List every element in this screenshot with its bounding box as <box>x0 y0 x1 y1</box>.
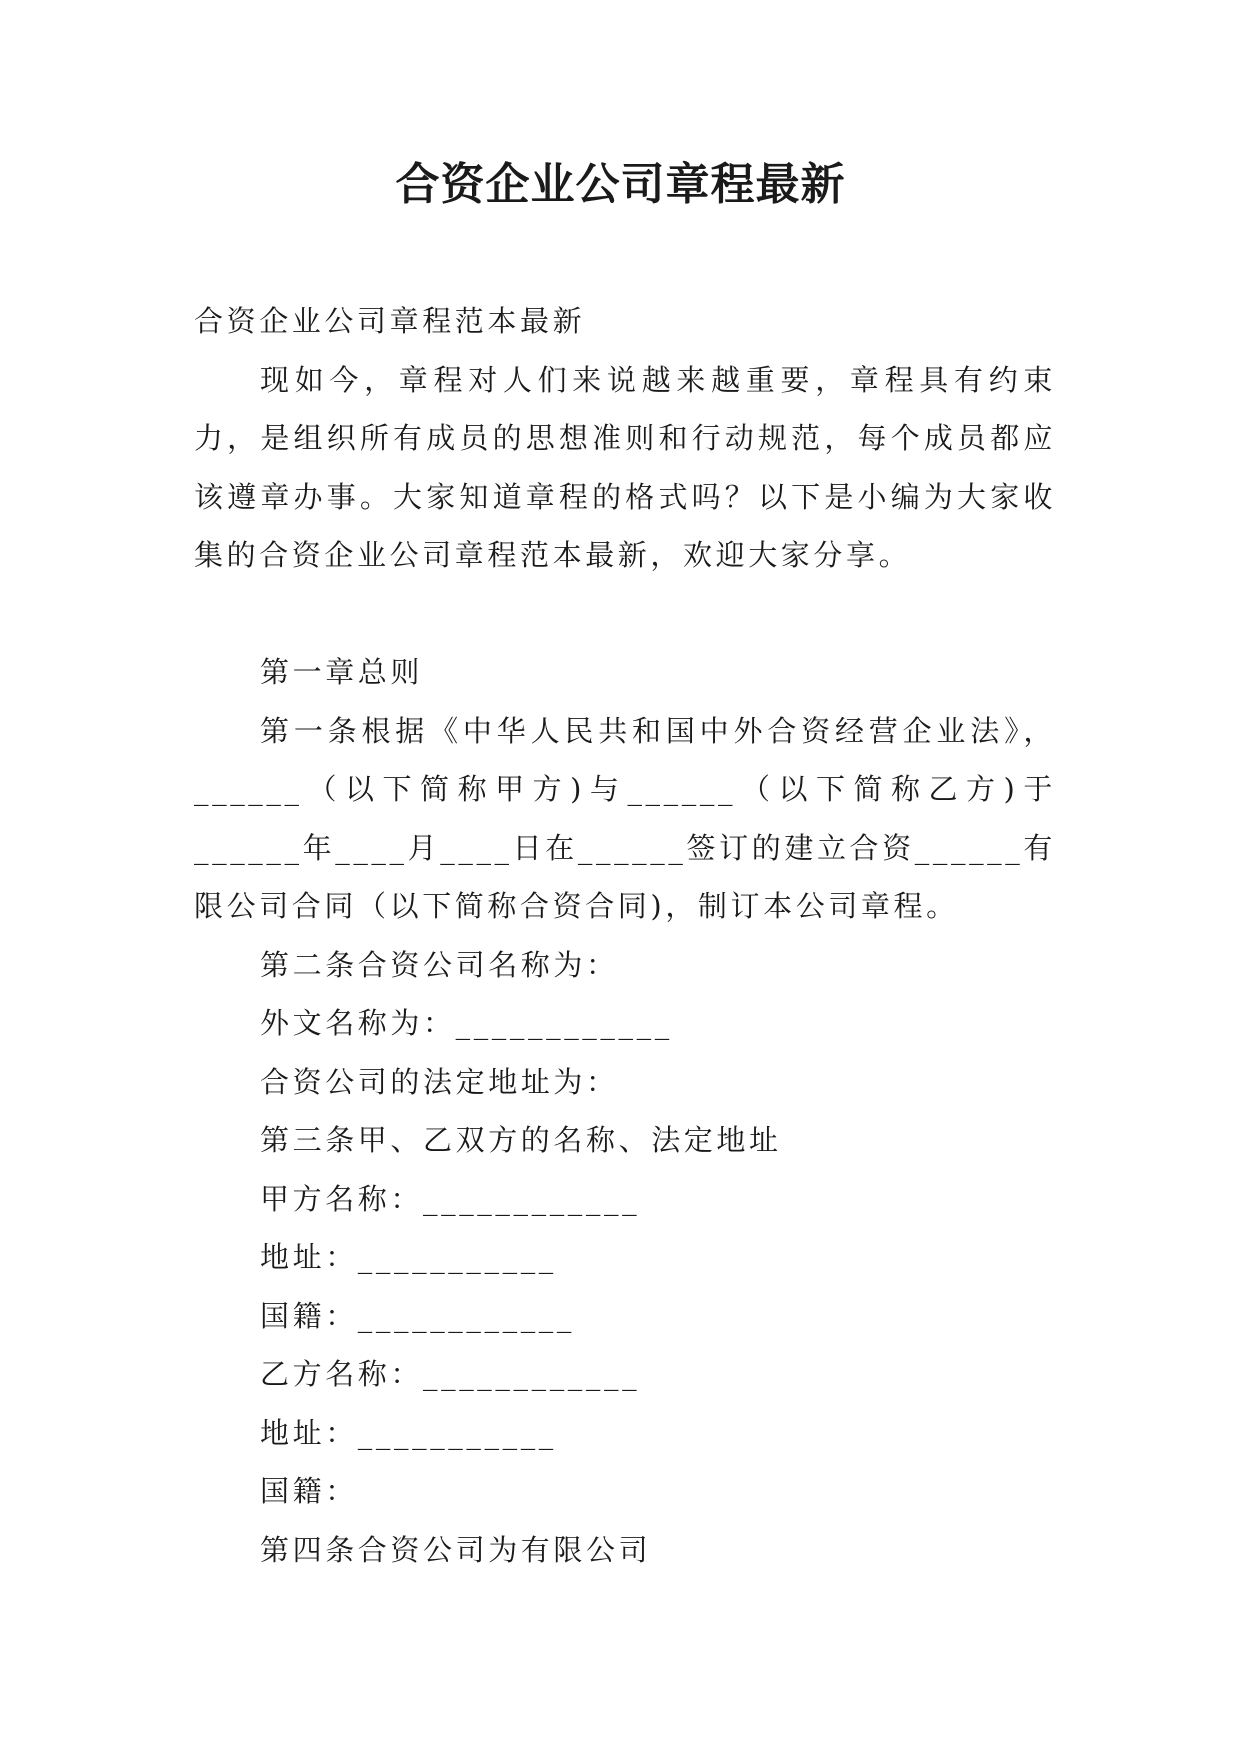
document-subtitle: 合资企业公司章程范本最新 <box>194 304 586 338</box>
intro-paragraph: 现如今，章程对人们来说越来越重要，章程具有约束力，是组织所有成员的思想准则和行动规范，每个成员都应该遵章办事。大家知道章程的格式吗？以下是小编为大家收集的合资企业公司章程范本最新，欢迎大家分享。 <box>194 362 1056 572</box>
article-3-paragraph: 第三条甲、乙双方的名称、法定地址 <box>260 1123 782 1157</box>
party-b-name-line: 乙方名称：____________ <box>260 1357 641 1391</box>
party-a-name-line: 甲方名称：____________ <box>260 1181 641 1216</box>
party-a-address-line: 地址：___________ <box>260 1240 557 1274</box>
document-title: 合资企业公司章程最新 <box>395 159 846 210</box>
article-1-paragraph: 第一条根据《中华人民共和国中外合资经营企业法》，______（以下简称甲方)与______（以下简称乙方)于______年____月____日在______签订的建立合资______有限公司合同（以下简称合资合同)，制订本公司章程。 <box>194 713 1056 923</box>
document-body <box>194 292 1056 1579</box>
chapter-heading: 第一章总则 <box>260 655 424 689</box>
party-a-nationality-line: 国籍：____________ <box>260 1298 575 1333</box>
article-4-paragraph: 第四条合资公司为有限公司 <box>260 1532 652 1567</box>
foreign-name-line: 外文名称为：____________ <box>260 1006 673 1040</box>
party-b-address-line: 地址：___________ <box>260 1415 557 1450</box>
legal-address-line: 合资公司的法定地址为： <box>260 1064 619 1099</box>
blank-line <box>194 585 1056 644</box>
party-b-nationality-line: 国籍： <box>260 1474 358 1508</box>
article-2-paragraph: 第二条合资公司名称为： <box>260 947 619 982</box>
